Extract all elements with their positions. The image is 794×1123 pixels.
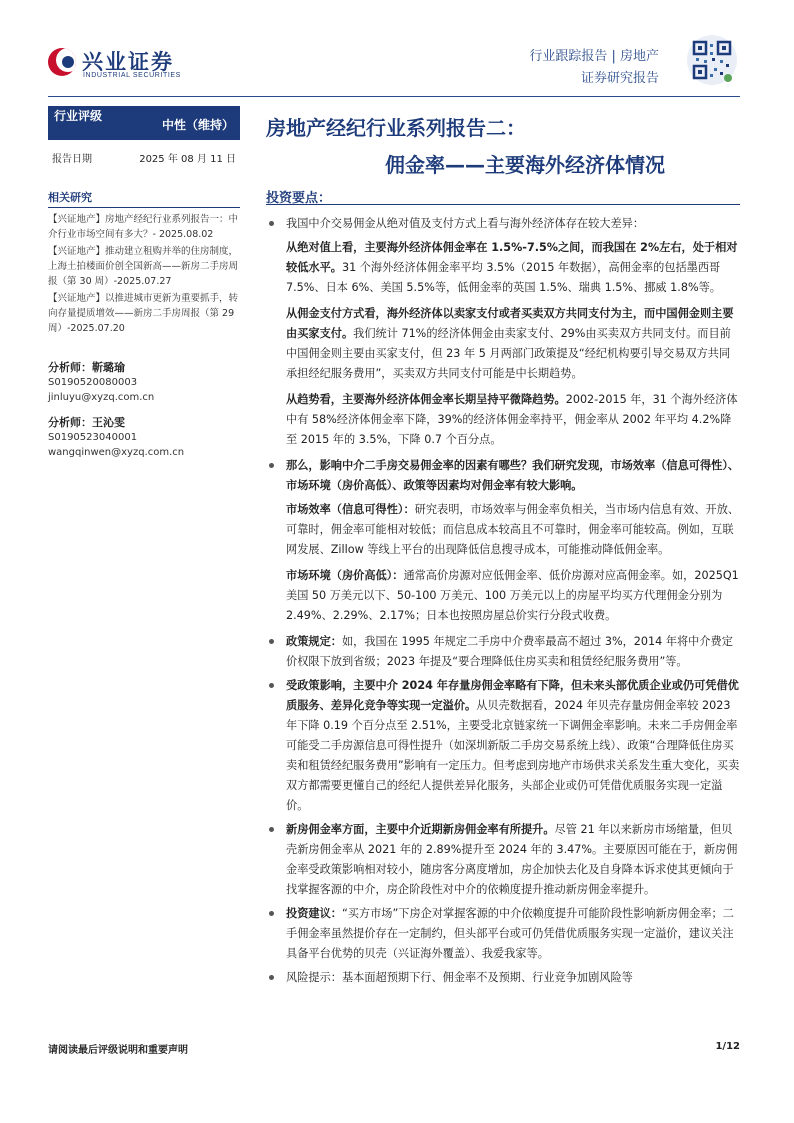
header-line-2: 证券研究报告 bbox=[580, 71, 659, 86]
paragraph bbox=[266, 566, 740, 626]
key-points-heading: 投资要点： bbox=[266, 191, 332, 206]
logo-mark-icon bbox=[48, 48, 76, 76]
paragraph-lead: 市场效率（信息可得性）： bbox=[286, 503, 415, 516]
paragraph-lead: 市场环境（房价高低）： bbox=[286, 569, 404, 582]
bullet-text: 如，我国在 1995 年规定二手房中介费率最高不超过 3%，2014 年将中介费定价权限下放到省级；2023 年提及“要合理降低住房买卖和租赁经纪服务费用”等。 bbox=[286, 635, 733, 668]
paragraph-text: 通常高价房源对应低佣金率、低价房源对应高佣金率。如，2025Q1 美国 50 万美元以下、50-100 万美元、100 万美元以上的房屋平均买方代理佣金分别为 2.49%、2.29%、2.17%；日本也按照房屋总价实行分段式收费。 bbox=[286, 569, 739, 622]
report-date-value: 2025 年 08 月 11 日 bbox=[139, 154, 236, 165]
sidebar bbox=[48, 106, 240, 470]
bullet-point bbox=[266, 904, 740, 964]
page-number: 1/12 bbox=[715, 1041, 740, 1052]
bullet-text: 尽管 21 年以来新房市场缩量，但贝壳新房佣金率从 2021 年的 2.89%提升至 2024 年的 3.47%。主要原因可能在于，新房佣金率受政策影响相对较小，随房客分离度增加，房企加快去化及自身降本诉求使其更倾向于找掌握客源的中介，房企阶段性对中介的依赖度提升推动新房佣金率提升。 bbox=[286, 823, 738, 896]
disclaimer-note: 请阅读最后评级说明和重要声明 bbox=[48, 1045, 188, 1056]
industry-rating-box bbox=[48, 106, 240, 140]
bullet-point bbox=[266, 676, 740, 816]
paragraph bbox=[266, 500, 740, 560]
paragraph bbox=[266, 238, 740, 298]
related-item[interactable]: 【兴证地产】以推进城市更新为重要抓手，转向存量提质增效——新房二手房周报（第 29 周）-2025.07.20 bbox=[48, 293, 239, 334]
key-points-rule bbox=[266, 204, 740, 205]
bullet-point bbox=[266, 456, 740, 496]
bullet-dot-icon bbox=[269, 975, 274, 980]
header-line-1: 行业跟踪报告 | 房地产 bbox=[529, 49, 659, 64]
title-line-1: 房地产经纪行业系列报告二： bbox=[266, 116, 526, 140]
analyst-email[interactable]: jinluyu@xyzq.com.cn bbox=[48, 392, 155, 403]
paragraph-text: 2002-2015 年，31 个海外经济体中有 58%经济体佣金率下降，39%的经济体佣金率持平，佣金率从 2002 年平均 4.2%降至 2015 年的 3.5%，下降 0.7 个百分点。 bbox=[286, 393, 738, 446]
related-item[interactable]: 【兴证地产】推动建立租购并举的住房制度，上海土拍楼面价创全国新高——新房二手房周报（第 30 周）-2025.07.27 bbox=[48, 246, 239, 287]
report-date-row bbox=[48, 150, 240, 165]
bullet-lead: 新房佣金率方面，主要中介近期新房佣金率有所提升。 bbox=[286, 823, 555, 836]
bullet-dot-icon bbox=[269, 911, 274, 916]
brand-english: INDUSTRIAL SECURITIES bbox=[83, 72, 181, 79]
analyst-code: S0190523040001 bbox=[48, 432, 138, 443]
bullet-text: 我国中介交易佣金从绝对值及支付方式上看与海外经济体存在较大差异： bbox=[286, 217, 645, 230]
bullet-text: 那么，影响中介二手房交易佣金率的因素有哪些？我们研究发现，市场效率（信息可得性）、市场环境（房价高低）、政策等因素均对佣金率有较大影响。 bbox=[286, 459, 740, 492]
analysts bbox=[48, 360, 240, 460]
bullet-dot-icon bbox=[269, 683, 274, 688]
analyst-name: 分析师：王沁雯 bbox=[48, 416, 125, 429]
paragraph-lead: 从趋势看，主要海外经济体佣金率长期呈持平微降趋势。 bbox=[286, 393, 566, 406]
page-footer bbox=[48, 1041, 740, 1056]
brand-name: 兴业证券 bbox=[82, 50, 174, 74]
analyst-name: 分析师：靳璐瑜 bbox=[48, 361, 125, 374]
paragraph-text: 我们统计 71%的经济体佣金由卖家支付、29%由买卖双方共同支付。而目前中国佣金则主要由买家支付，但 23 年 5 月两部门政策提及“经纪机构要引导交易双方共同承担经纪服务费用”，买卖双方共同支付可能是中长期趋势。 bbox=[286, 327, 731, 380]
paragraph bbox=[266, 304, 740, 384]
bullet-point bbox=[266, 968, 740, 988]
bullet-point bbox=[266, 820, 740, 900]
report-date-label: 报告日期 bbox=[52, 154, 92, 165]
analyst-code: S0190520080003 bbox=[48, 377, 138, 388]
bullet-text: “买方市场”下房企对掌握客源的中介依赖度提升可能阶段性影响新房佣金率；二手佣金率虽然提价存在一定制约，但头部平台或可仍凭借优质服务实现一定溢价，建议关注具备平台优势的贝壳（兴证海外覆盖）、我爱我家等。 bbox=[286, 907, 734, 960]
paragraph-lead: 从绝对值上看，主要海外经济体佣金率在 1.5%-7.5%之间，而我国在 2%左右，处于相对较低水平。 bbox=[286, 241, 738, 274]
bullet-point bbox=[266, 214, 740, 234]
related-research-heading: 相关研究 bbox=[48, 189, 240, 208]
related-research-list bbox=[48, 212, 240, 336]
analyst-card bbox=[48, 415, 240, 460]
bullet-lead: 受政策影响，主要中介 2024 年存量房佣金率略有下降，但未来头部优质企业或仍可凭借优质服务、差异化竞争等实现一定溢价。 bbox=[286, 679, 739, 712]
bullet-dot-icon bbox=[269, 639, 274, 644]
bullet-lead: 政策规定： bbox=[286, 635, 342, 648]
analyst-email[interactable]: wangqinwen@xyzq.com.cn bbox=[48, 447, 185, 458]
header-rule bbox=[48, 96, 740, 97]
bullet-dot-icon bbox=[269, 463, 274, 468]
bullet-point bbox=[266, 632, 740, 672]
report-title bbox=[266, 112, 736, 178]
bullet-dot-icon bbox=[269, 221, 274, 226]
company-logo bbox=[48, 44, 198, 82]
rating-label: 行业评级 bbox=[54, 109, 103, 123]
bullet-lead: 投资建议： bbox=[286, 907, 342, 920]
paragraph bbox=[266, 390, 740, 450]
bullet-text: 从贝壳数据看，2024 年贝壳存量房佣金率较 2023 年下降 0.19 个百分点至 2.51%，主要受北京链家统一下调佣金率影响。未来二手房佣金率可能受二手房源信息可得性提升（如深圳新版二手房交易系统上线）、政策“合理降低住房买卖和租赁经纪服务费用”影响有一定压力。但考虑到房地产市场供求关系发生重大变化，买卖双方都需要更懂自己的经纪人提供差异化服务，头部企业或仍可凭借优质服务实现一定溢价。 bbox=[286, 699, 740, 812]
qr-code-icon bbox=[686, 34, 738, 86]
main-content bbox=[266, 214, 740, 992]
paragraph-text: 研究表明，市场效率与佣金率负相关，当市场内信息有效、开放、可靠时，佣金率可能相对较低；而信息成本较高且不可靠时，佣金率可能较高。例如，互联网发展、Zillow 等线上平台的出现降低信息搜寻成本，可能推动降低佣金率。 bbox=[286, 503, 740, 556]
paragraph-text: 31 个海外经济体佣金率平均 3.5%（2015 年数据），高佣金率的包括墨西哥 7.5%、日本 6%、美国 5.5%等，低佣金率的英国 1.5%、瑞典 1.5%、挪威 1.8%等。 bbox=[286, 261, 721, 294]
report-type-header bbox=[529, 46, 659, 90]
bullet-text: 风险提示：基本面超预期下行、佣金率不及预期、行业竞争加剧风险等 bbox=[286, 971, 633, 984]
title-line-2: 佣金率——主要海外经济体情况 bbox=[385, 153, 665, 177]
related-item[interactable]: 【兴证地产】房地产经纪行业系列报告一：中介行业市场空间有多大？- 2025.08.02 bbox=[48, 214, 239, 240]
analyst-card bbox=[48, 360, 240, 405]
bullet-dot-icon bbox=[269, 827, 274, 832]
rating-value: 中性（维持） bbox=[161, 118, 234, 132]
paragraph-lead: 从佣金支付方式看，海外经济体以卖家支付或者买卖双方共同支付为主，而中国佣金则主要由买家支付。 bbox=[286, 307, 734, 340]
